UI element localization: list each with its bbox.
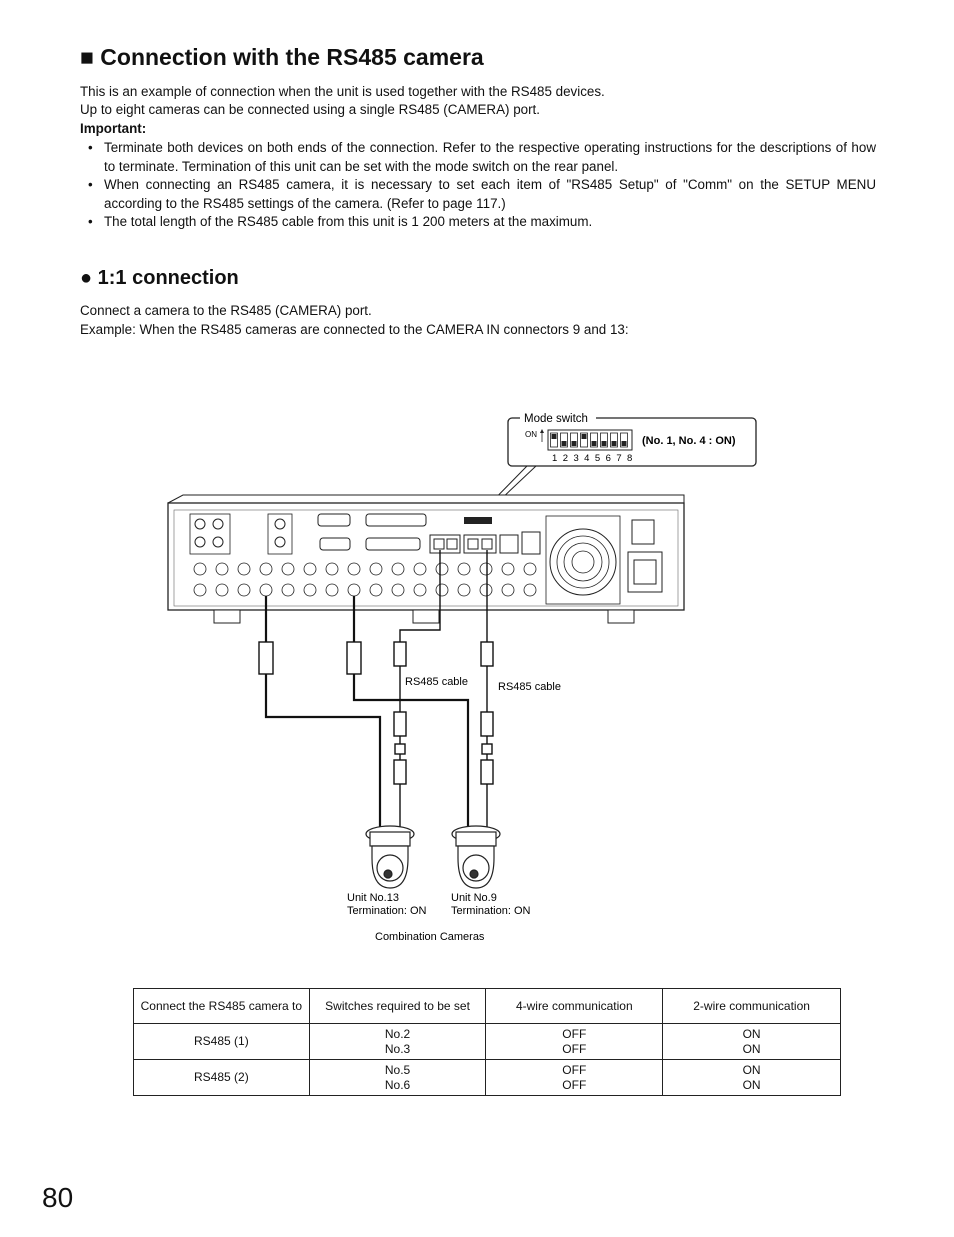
- bullet-text: Terminate both devices on both ends of the connection. Refer to the respective operating instructions for the descriptions of how to terminate. Termination of this unit can be set with the mode switch on the rear panel.: [104, 140, 876, 174]
- two-wire-value: ON: [742, 1062, 761, 1077]
- important-label: Important:: [80, 121, 147, 136]
- switch-value: No.3: [384, 1041, 411, 1056]
- camera-9-unit: Unit No.9: [451, 892, 497, 904]
- video-cable-9: [347, 596, 468, 832]
- four-wire-value: OFF: [562, 1077, 587, 1092]
- switch-cell: [309, 1060, 486, 1096]
- port-cell: RS485 (2): [134, 1060, 310, 1096]
- mode-switch-callout: [508, 412, 756, 466]
- page-number: 80: [42, 1182, 74, 1213]
- page-heading: ■ Connection with the RS485 camera: [80, 44, 484, 70]
- bullet-icon: •: [88, 214, 93, 229]
- intro-line-1: This is an example of connection when the unit is used together with the RS485 devices.: [80, 84, 605, 99]
- section-text-2: Example: When the RS485 cameras are connected to the CAMERA IN connectors 9 and 13:: [80, 322, 629, 337]
- column-header: Switches required to be set: [309, 989, 486, 1024]
- table-row: [134, 1024, 841, 1060]
- section-heading: ● 1:1 connection: [80, 267, 239, 289]
- camera-13-termination: Termination: ON: [347, 905, 427, 917]
- on-label: ON: [525, 430, 537, 439]
- bullet-icon: •: [88, 177, 93, 192]
- camera-unit-13: [366, 826, 414, 888]
- two-wire-cell: [663, 1024, 841, 1060]
- switch-value: No.5: [384, 1062, 411, 1077]
- column-header: 2-wire communication: [663, 989, 841, 1024]
- column-header: Connect the RS485 camera to: [134, 989, 310, 1024]
- diagram-caption: Combination Cameras: [375, 931, 485, 943]
- two-wire-cell: [663, 1060, 841, 1096]
- cable-label-2: RS485 cable: [498, 681, 561, 693]
- two-wire-value: ON: [742, 1041, 761, 1056]
- settings-table: [133, 988, 841, 1096]
- camera-unit-9: [452, 826, 500, 888]
- mode-switch-label: Mode switch: [524, 413, 588, 425]
- section-text-1: Connect a camera to the RS485 (CAMERA) port.: [80, 303, 372, 318]
- bullet-icon: •: [88, 140, 93, 155]
- four-wire-cell: [486, 1024, 663, 1060]
- intro-line-2: Up to eight cameras can be connected using a single RS485 (CAMERA) port.: [80, 102, 540, 117]
- switch-value: No.2: [384, 1026, 411, 1041]
- switch-cell: [309, 1024, 486, 1060]
- bullet-text: When connecting an RS485 camera, it is necessary to set each item of "RS485 Setup" of "Comm" on the SETUP MENU according to the RS485 settings of the camera. (Refer to page 117.): [104, 177, 876, 211]
- four-wire-value: OFF: [562, 1062, 587, 1077]
- four-wire-cell: [486, 1060, 663, 1096]
- four-wire-value: OFF: [562, 1026, 587, 1041]
- switch-note: (No. 1, No. 4 : ON): [642, 435, 736, 447]
- camera-9-termination: Termination: ON: [451, 905, 531, 917]
- two-wire-value: ON: [742, 1026, 761, 1041]
- switch-value: No.6: [384, 1077, 411, 1092]
- cable-label-1: RS485 cable: [405, 676, 468, 688]
- four-wire-value: OFF: [562, 1041, 587, 1056]
- table-header-row: [134, 989, 841, 1024]
- recorder-rear-panel: [168, 495, 684, 623]
- switch-numbers: 1 2 3 4 5 6 7 8: [552, 453, 634, 464]
- table-row: [134, 1060, 841, 1096]
- port-cell: RS485 (1): [134, 1024, 310, 1060]
- two-wire-value: ON: [742, 1077, 761, 1092]
- column-header: 4-wire communication: [486, 989, 663, 1024]
- bullet-text: The total length of the RS485 cable from this unit is 1 200 meters at the maximum.: [104, 214, 593, 229]
- video-cable-13: [259, 596, 380, 832]
- camera-13-unit: Unit No.13: [347, 892, 399, 904]
